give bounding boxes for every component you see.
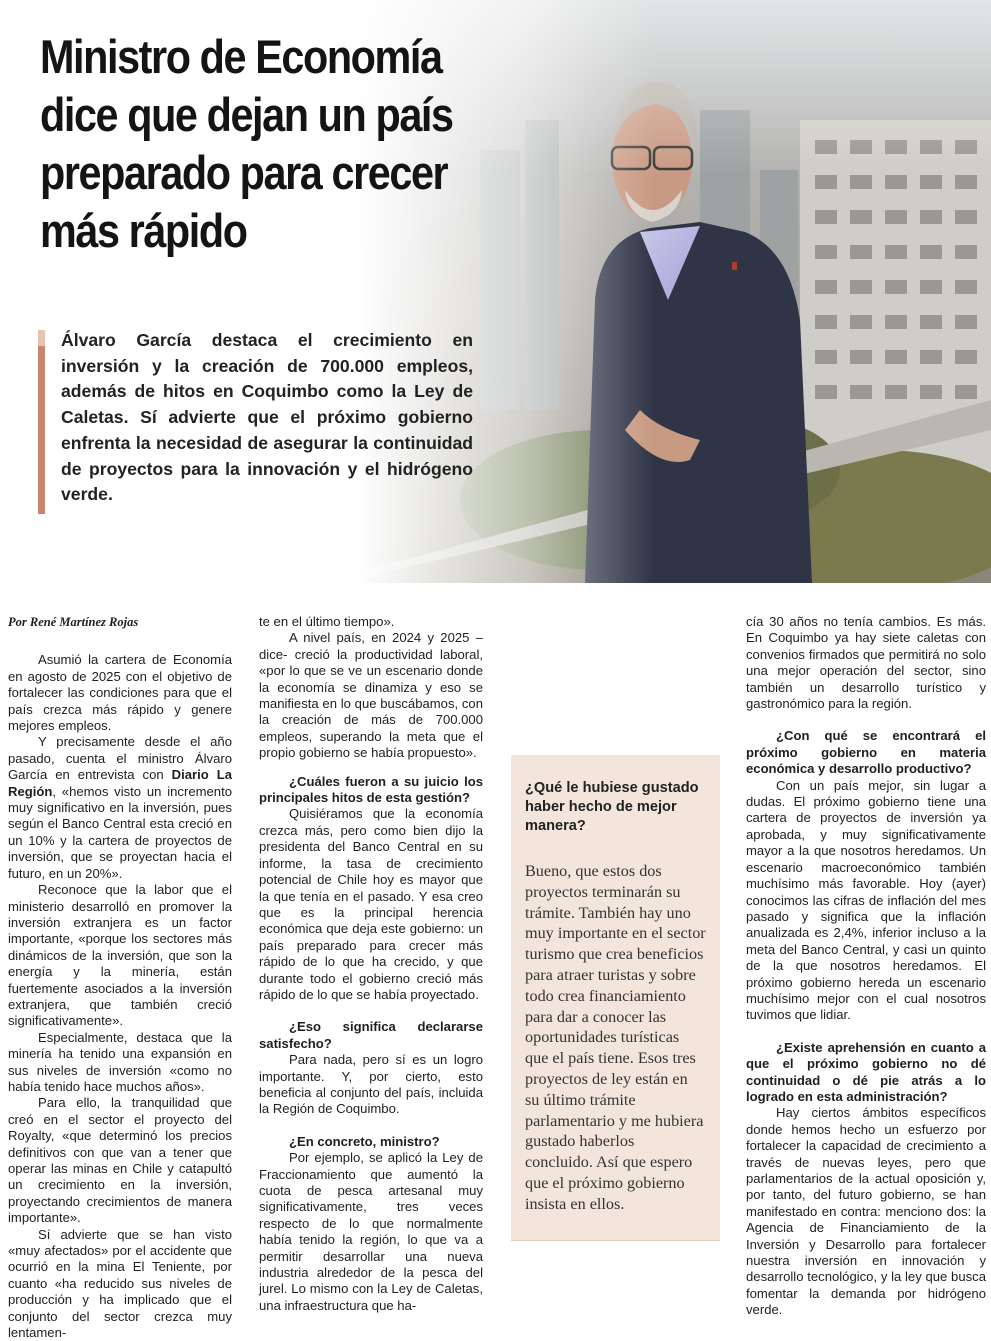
- interview-question: ¿En concreto, ministro?: [289, 1133, 440, 1149]
- box-answer: Bueno, que estos dos proyectos terminarán su trámite. También hay uno muy importante en el sector turismo que crea beneficios para atraer turistas y sobre todo crea financiamiento para dar a conocer las oportunidades turísticas que el país tiene. Esos tres proyectos de ley están en su último trámite parlamentario y me hubiera gustado haberlos concluido. Así que espero que el próximo gobierno insista en ellos.: [525, 862, 706, 1213]
- box-question: ¿Qué le hubiese gustado haber hecho de mejor manera?: [525, 780, 699, 834]
- interview-answer: Por ejemplo, se aplicó la Ley de Fraccionamiento que aumentó la cuota de pesca artesanal muy significativamente, tres veces respecto de lo que normalmente había tenido la región, lo que va a permitir desarrollar una nueva industria alrededor de la pesca del jurel. Lo mismo con la Ley de Caletas, una infraestructura que ha-: [259, 1150, 483, 1313]
- paragraph: Y precisamente desde el año pasado, cuenta el ministro Álvaro García en entrevista con Diario La Región, «hemos visto un incremento muy significativo en la inversión, pues según el Banco Central esta creció en un 10% y la cartera de proyectos de inversión, que se proyectan hacia el futuro, en un 20%».: [8, 734, 233, 881]
- interview-answer: Con un país mejor, sin lugar a dudas. El próximo gobierno tiene una cartera de proyectos de inversión ya aprobada, y muy significativamente mayor a la que nosotros heredamos. Un escenario macroeconómico también muchísimo más favorable. Hoy (ayer) conocimos las cifras de inflación del mes pasado y significa que la inflación anualizada es 2,4%, inferior incluso a la meta del Banco Central, y casi un quinto de la que nosotros heredamos. El próximo gobierno hereda un escenario muchísimo mejor con el cual nosotros tuvimos que lidiar.: [746, 777, 986, 1023]
- interview-question: ¿Cuáles fueron a su juicio los principales hitos de esta gestión?: [259, 773, 483, 806]
- interview-question: ¿Con qué se encontrará el próximo gobierno en materia económica y desarrollo productivo?: [746, 728, 986, 777]
- interview-answer: Hay ciertos ámbitos específicos donde hemos hecho un esfuerzo por fortalecer la capacidad de crecimiento a través de nuevas leyes, pero que parlamentarios de la actual oposición y, por tanto, del futuro gobierno, se han manifestado en contra: menciono dos: la Agencia de Financiamiento de la Inversión y Desarrollo para fortalecer nuestra inversión en innovación y desarrollo tecnológico, y la ley que busca fomentar la demanda por hidrógeno verde.: [746, 1105, 986, 1318]
- paragraph: A nivel país, en 2024 y 2025 –dice- creció la productividad laboral, «por lo que se ve un escenario donde la economía se dinamiza y eso se manifiesta en lo que buscábamos, con la creación de más de 700.000 empleos, superando la meta que el propio gobierno se había propuesto».: [259, 630, 483, 761]
- interview-question: ¿Existe aprehensión en cuanto a que el próximo gobierno no dé continuidad o dé pie atrás a lo logrado en esta administración?: [746, 1039, 986, 1104]
- byline: Por René Martínez Rojas: [8, 615, 139, 629]
- hero: [0, 0, 991, 583]
- paragraph: cía 30 años no tenía cambios. Es más. En Coquimbo ya hay siete caletas con convenios firmados que permitirá no solo una mejor operación del sector, sino también un desarrollo turístico y gastronómico para la región.: [746, 614, 986, 712]
- lead-paragraph: Álvaro García destaca el crecimiento en inversión y la creación de 700.000 empleos, además de hitos en Coquimbo como la Ley de Caletas. Sí advierte que el próximo gobierno enfrenta la necesidad de asegurar la continuidad de proyectos para la innovación y el hidrógeno verde.: [61, 330, 473, 505]
- newspaper-name: Diario La Región: [8, 767, 233, 799]
- paragraph: Reconoce que la labor que el ministerio desarrolló en promover la inversión extranjera es un factor importante, «porque los sectores más dinámicos de la inversión, que son la energía y la minería, están fuertemente asociados a la inversión extranjera, que también creció significativamente».: [8, 882, 232, 1029]
- paragraph: Especialmente, destaca que la minería ha tenido una expansión en sus niveles de inversión «como no había tenido hace muchos años».: [8, 1029, 232, 1094]
- interview-answer: Para nada, pero sí es un logro importante. Y, por cierto, esto beneficia al conjunto del país, incluida la Región de Coquimbo.: [259, 1052, 483, 1117]
- paragraph: Sí advierte que se han visto «muy afectados» por el accidente que ocurrió en la mina El Teniente, por cuanto «ha reducido sus niveles de producción y ha implicado que el conjunto del sector crezca muy lentamen-: [8, 1226, 232, 1341]
- headline: Ministro de Economía dice que dejan un país preparado para crecer más rápido: [40, 30, 453, 257]
- paragraph: Para ello, la tranquilidad que creó en el sector el proyecto del Royalty, «que determinó los precios definitivos con que van a tener que operar las minas en Chile y catapultó un crecimiento en la inversión, proyectando crecimientos de manera importante».: [8, 1095, 232, 1226]
- paragraph: Asumió la cartera de Economía en agosto de 2025 con el objetivo de fortalecer las condiciones para que el país crezca más rápido y genere mejores empleos.: [8, 652, 232, 734]
- column-1: [8, 614, 232, 1341]
- interview-answer: Quisiéramos que la economía crezca más, pero como bien dijo la presidenta del Banco Central en su informe, la tasa de crecimiento potencial de Chile hoy es mayor que la que tenía en el pasado. Y esa creo que es la principal herencia económica que deja este gobierno: un país preparado para crecer más rápido de lo que ha crecido, y que durante todo el gobierno creció más rápido de lo que se había proyectado.: [259, 806, 483, 1002]
- lead-accent-bar: [38, 330, 45, 514]
- interview-question: ¿Eso significa declararse satisfecho?: [259, 1019, 483, 1051]
- highlight-box: [511, 755, 720, 1241]
- column-2: [259, 614, 483, 1314]
- column-4: [746, 614, 986, 1319]
- paragraph: te en el último tiempo».: [259, 614, 395, 629]
